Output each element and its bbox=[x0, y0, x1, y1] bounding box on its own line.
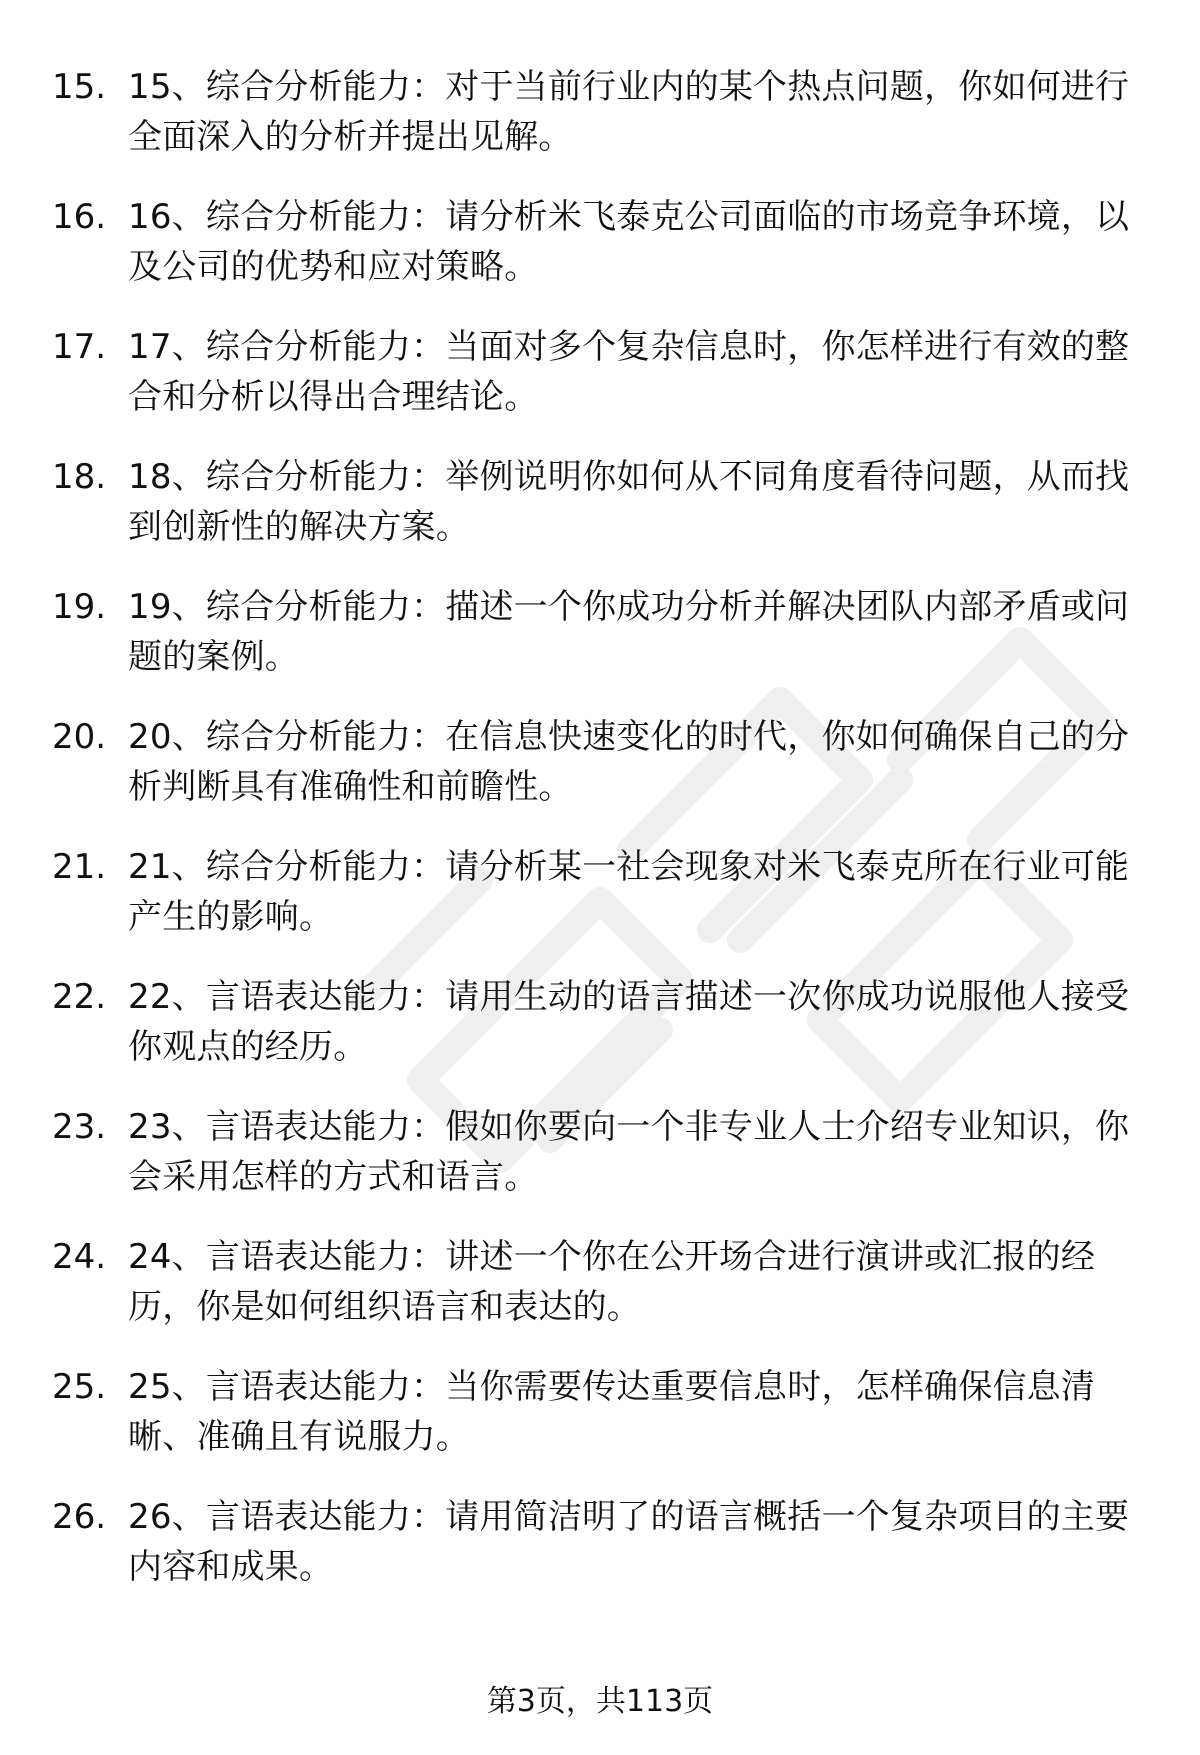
list-item bbox=[0, 1362, 1200, 1462]
list-item bbox=[0, 1232, 1200, 1332]
page-footer: 第3页，共113页 bbox=[486, 1684, 714, 1719]
item-text: 25、言语表达能力：当你需要传达重要信息时，怎样确保信息清晰、准确且有说服力。 bbox=[128, 1367, 1096, 1457]
item-number: 17. bbox=[52, 327, 107, 367]
item-text: 26、言语表达能力：请用简洁明了的语言概括一个复杂项目的主要内容和成果。 bbox=[128, 1497, 1130, 1587]
item-text: 18、综合分析能力：举例说明你如何从不同角度看待问题，从而找到创新性的解决方案。 bbox=[128, 457, 1130, 547]
list-item bbox=[0, 452, 1200, 552]
item-number: 23. bbox=[52, 1107, 107, 1147]
item-text: 16、综合分析能力：请分析米飞泰克公司面临的市场竞争环境，以及公司的优势和应对策略。 bbox=[128, 197, 1130, 287]
item-text: 23、言语表达能力：假如你要向一个非专业人士介绍专业知识，你会采用怎样的方式和语言。 bbox=[128, 1107, 1130, 1197]
list-item bbox=[0, 1102, 1200, 1202]
item-number: 19. bbox=[52, 587, 107, 627]
item-text: 21、综合分析能力：请分析某一社会现象对米飞泰克所在行业可能产生的影响。 bbox=[128, 847, 1130, 937]
list-item bbox=[0, 62, 1200, 162]
item-text: 24、言语表达能力：讲述一个你在公开场合进行演讲或汇报的经历，你是如何组织语言和表达的。 bbox=[128, 1237, 1096, 1327]
item-number: 22. bbox=[52, 977, 107, 1017]
item-number: 24. bbox=[52, 1237, 107, 1277]
item-number: 15. bbox=[52, 67, 107, 107]
list-item bbox=[0, 712, 1200, 812]
item-number: 26. bbox=[52, 1497, 107, 1537]
list-item bbox=[0, 192, 1200, 292]
item-number: 25. bbox=[52, 1367, 107, 1407]
item-text: 17、综合分析能力：当面对多个复杂信息时，你怎样进行有效的整合和分析以得出合理结论。 bbox=[128, 327, 1130, 417]
list-item bbox=[0, 972, 1200, 1072]
item-number: 21. bbox=[52, 847, 107, 887]
question-list bbox=[0, 62, 1200, 1622]
list-item bbox=[0, 322, 1200, 422]
item-text: 20、综合分析能力：在信息快速变化的时代，你如何确保自己的分析判断具有准确性和前瞻性。 bbox=[128, 717, 1130, 807]
item-number: 16. bbox=[52, 197, 107, 237]
item-number: 20. bbox=[52, 717, 107, 757]
item-text: 15、综合分析能力：对于当前行业内的某个热点问题，你如何进行全面深入的分析并提出见解。 bbox=[128, 67, 1130, 157]
list-item bbox=[0, 842, 1200, 942]
item-text: 22、言语表达能力：请用生动的语言描述一次你成功说服他人接受你观点的经历。 bbox=[128, 977, 1130, 1067]
item-text: 19、综合分析能力：描述一个你成功分析并解决团队内部矛盾或问题的案例。 bbox=[128, 587, 1130, 677]
item-number: 18. bbox=[52, 457, 107, 497]
list-item bbox=[0, 1492, 1200, 1592]
list-item bbox=[0, 582, 1200, 682]
